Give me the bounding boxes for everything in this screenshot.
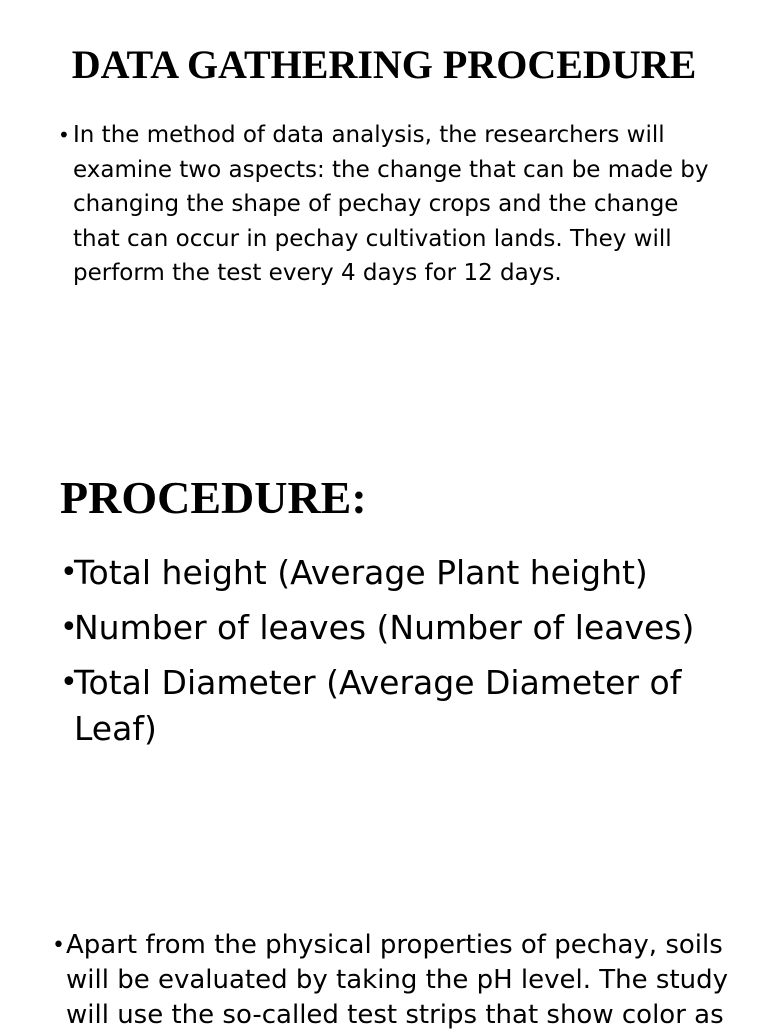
bullet-item [60, 605, 720, 651]
bullet-item [60, 660, 720, 752]
bullet-list [52, 928, 732, 1033]
bullet-icon: • [58, 123, 70, 147]
bullet-icon: • [60, 665, 78, 700]
bullet-item [60, 550, 720, 596]
bullet-list [58, 118, 728, 291]
bullet-icon: • [60, 610, 78, 645]
bullet-text: Total height (Average Plant height) [74, 553, 648, 592]
slide-procedure [0, 440, 768, 900]
bullet-text: Total Diameter (Average Diameter of Leaf) [74, 663, 682, 748]
bullet-text: Apart from the physical properties of pechay, soils will be evaluated by taking the pH level. The study will use the so-called test strips that show color as [66, 930, 729, 1030]
bullet-icon: • [60, 555, 78, 590]
bullet-list [60, 550, 720, 761]
slide-soil-evaluation [0, 920, 768, 1030]
slide-title: DATA GATHERING PROCEDURE [71, 42, 697, 87]
slide-title: PROCEDURE: [60, 472, 367, 523]
bullet-icon: • [52, 933, 65, 958]
bullet-text: Number of leaves (Number of leaves) [74, 608, 695, 647]
bullet-item [58, 118, 728, 291]
slide-data-gathering-procedure [0, 0, 768, 430]
bullet-item [52, 928, 732, 1033]
bullet-text: In the method of data analysis, the researchers will examine two aspects: the change that can be made by changing the shape of pechay crops and the change that can occur in pechay cultivation lands. They will perform the test every 4 days for 12 days. [73, 122, 709, 286]
